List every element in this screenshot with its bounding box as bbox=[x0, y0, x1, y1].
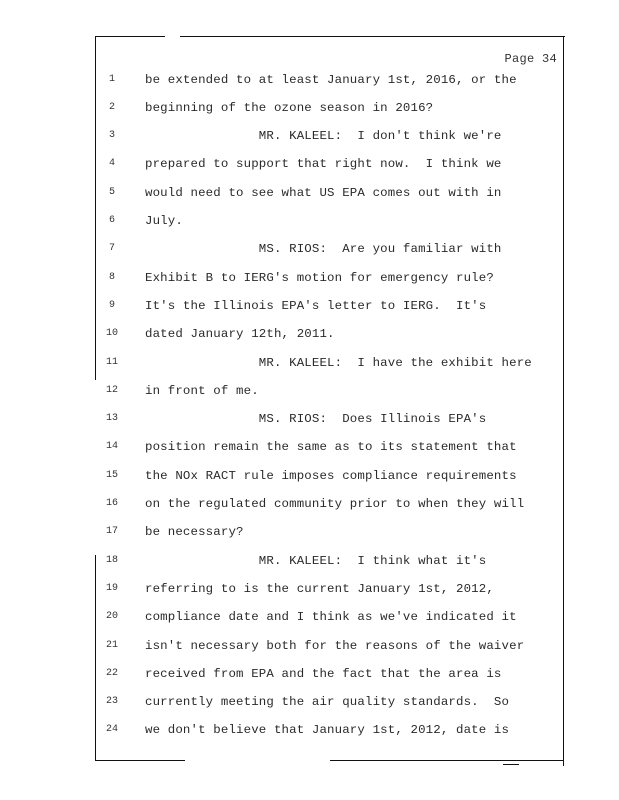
transcript-line bbox=[0, 70, 619, 90]
line-text: Exhibit B to IERG's motion for emergency rule? bbox=[145, 271, 494, 285]
transcript-line bbox=[0, 324, 619, 344]
transcript-line bbox=[0, 353, 619, 373]
line-number: 17 bbox=[105, 526, 118, 537]
line-number: 4 bbox=[108, 158, 115, 169]
line-number: 8 bbox=[108, 272, 115, 283]
line-number: 11 bbox=[105, 357, 118, 368]
line-number: 14 bbox=[105, 441, 118, 452]
line-text: in front of me. bbox=[145, 384, 259, 398]
line-number: 20 bbox=[105, 611, 118, 622]
line-text: MR. KALEEL: I think what it's bbox=[145, 554, 487, 568]
page-number: Page 34 bbox=[504, 52, 557, 66]
line-number: 15 bbox=[105, 470, 118, 481]
transcript-line bbox=[0, 494, 619, 514]
transcript-line bbox=[0, 381, 619, 401]
line-text: received from EPA and the fact that the area is bbox=[145, 667, 502, 681]
transcript-line bbox=[0, 126, 619, 146]
line-text: be extended to at least January 1st, 2016, or the bbox=[145, 73, 517, 87]
line-text: dated January 12th, 2011. bbox=[145, 327, 335, 341]
line-number: 10 bbox=[105, 328, 118, 339]
frame-bottom-border bbox=[95, 760, 185, 761]
line-text: currently meeting the air quality standards. So bbox=[145, 695, 510, 709]
line-number: 19 bbox=[105, 583, 118, 594]
line-text: MS. RIOS: Are you familiar with bbox=[145, 242, 502, 256]
line-number: 2 bbox=[108, 102, 115, 113]
transcript-line bbox=[0, 183, 619, 203]
line-text: on the regulated community prior to when they will bbox=[145, 497, 525, 511]
line-number: 16 bbox=[105, 498, 118, 509]
line-text: compliance date and I think as we've indicated it bbox=[145, 610, 517, 624]
transcript-line bbox=[0, 409, 619, 429]
transcript-line bbox=[0, 636, 619, 656]
line-number: 12 bbox=[105, 385, 118, 396]
line-number: 9 bbox=[108, 300, 115, 311]
line-text: beginning of the ozone season in 2016? bbox=[145, 101, 434, 115]
transcript-line bbox=[0, 522, 619, 542]
transcript-line bbox=[0, 296, 619, 316]
line-text: MS. RIOS: Does Illinois EPA's bbox=[145, 412, 487, 426]
line-text: the NOx RACT rule imposes compliance requirements bbox=[145, 469, 517, 483]
line-number: 21 bbox=[105, 640, 118, 651]
transcript-line bbox=[0, 98, 619, 118]
frame-bottom-border bbox=[330, 760, 563, 761]
transcript-line bbox=[0, 239, 619, 259]
line-number: 24 bbox=[105, 724, 118, 735]
line-text: MR. KALEEL: I have the exhibit here bbox=[145, 356, 532, 370]
transcript-line bbox=[0, 692, 619, 712]
line-text: position remain the same as to its statement that bbox=[145, 440, 517, 454]
transcript-line bbox=[0, 579, 619, 599]
line-number: 18 bbox=[105, 555, 118, 566]
line-text: prepared to support that right now. I think we bbox=[145, 157, 502, 171]
line-number: 13 bbox=[105, 413, 118, 424]
line-text: MR. KALEEL: I don't think we're bbox=[145, 129, 502, 143]
transcript-line bbox=[0, 720, 619, 740]
line-number: 6 bbox=[108, 215, 115, 226]
line-number: 1 bbox=[108, 74, 115, 85]
transcript-line bbox=[0, 154, 619, 174]
transcript-line bbox=[0, 268, 619, 288]
transcript-line bbox=[0, 551, 619, 571]
frame-tick-mark bbox=[503, 764, 519, 765]
line-text: we don't believe that January 1st, 2012, date is bbox=[145, 723, 510, 737]
transcript-line bbox=[0, 466, 619, 486]
transcript-line bbox=[0, 664, 619, 684]
frame-top-border bbox=[180, 36, 565, 37]
line-text: It's the Illinois EPA's letter to IERG. It's bbox=[145, 299, 487, 313]
line-number: 22 bbox=[105, 668, 118, 679]
line-text: would need to see what US EPA comes out with in bbox=[145, 186, 502, 200]
line-text: be necessary? bbox=[145, 525, 244, 539]
line-number: 5 bbox=[108, 187, 115, 198]
line-text: isn't necessary both for the reasons of the waiver bbox=[145, 639, 525, 653]
line-text: July. bbox=[145, 214, 183, 228]
frame-top-border bbox=[95, 36, 165, 37]
line-number: 23 bbox=[105, 696, 118, 707]
line-text: referring to is the current January 1st, 2012, bbox=[145, 582, 494, 596]
transcript-line bbox=[0, 211, 619, 231]
transcript-line bbox=[0, 607, 619, 627]
transcript-line bbox=[0, 437, 619, 457]
line-number: 3 bbox=[108, 130, 115, 141]
line-number: 7 bbox=[108, 243, 115, 254]
